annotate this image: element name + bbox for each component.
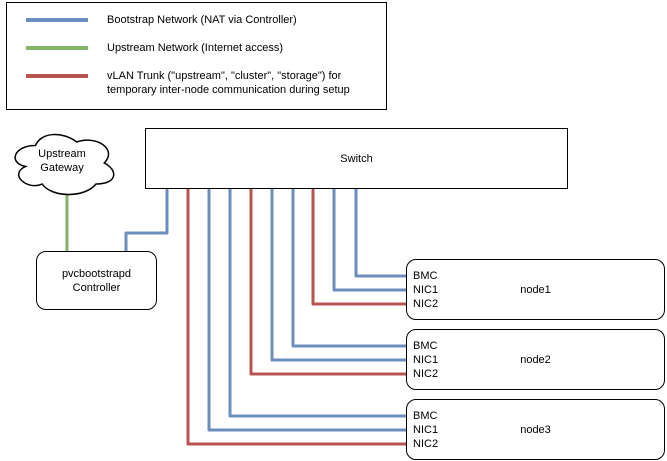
switch-node xyxy=(145,128,568,189)
legend-box xyxy=(6,2,387,110)
port-bmc-label: BMC xyxy=(413,340,438,352)
switch-label: Switch xyxy=(340,152,373,165)
port-bmc-label: BMC xyxy=(413,270,438,282)
legend-label-vlan-trunk: vLAN Trunk ("upstream", "cluster", "storage") for temporary inter-node communication during setup xyxy=(107,70,350,96)
port-nic1-label: NIC1 xyxy=(413,354,439,366)
edge-switch-to-node3-nic2 xyxy=(188,188,407,444)
controller-label: pvcbootstrapd Controller xyxy=(61,267,132,294)
server-name-node2: node2 xyxy=(520,353,551,366)
vlan-trunk-line-swatch xyxy=(26,74,88,78)
server-node-node3 xyxy=(406,399,665,460)
server-name-node3: node3 xyxy=(520,423,551,436)
port-nic2-label: NIC2 xyxy=(413,368,439,380)
upstream-line-swatch xyxy=(26,46,88,50)
port-bmc-label: BMC xyxy=(413,410,438,422)
edge-switch-to-controller xyxy=(126,188,167,252)
server-node-node2 xyxy=(406,329,665,390)
edge-switch-to-node2-bmc xyxy=(293,188,407,346)
server-node-node1 xyxy=(406,259,665,320)
edge-switch-to-node1-bmc xyxy=(356,188,407,276)
server-name-node1: node1 xyxy=(520,283,551,296)
upstream-gateway-label: Upstream Gateway xyxy=(38,148,86,174)
edge-switch-to-node1-nic2 xyxy=(313,188,407,304)
legend-item-vlan-trunk xyxy=(26,69,380,97)
port-nic1-label: NIC1 xyxy=(413,284,439,296)
legend-label-upstream-network: Upstream Network (Internet access) xyxy=(107,42,284,54)
controller-node xyxy=(36,251,157,310)
port-nic2-label: NIC2 xyxy=(413,438,439,450)
port-nic2-label: NIC2 xyxy=(413,298,439,310)
legend-item-upstream-network xyxy=(26,41,380,55)
bootstrap-line-swatch xyxy=(26,18,88,22)
legend-item-bootstrap-network xyxy=(26,13,380,27)
legend-label-bootstrap-network: Bootstrap Network (NAT via Controller) xyxy=(107,14,297,26)
edge-switch-to-node3-bmc xyxy=(230,188,407,416)
port-nic1-label: NIC1 xyxy=(413,424,439,436)
edge-switch-to-node3-nic1 xyxy=(209,188,407,430)
